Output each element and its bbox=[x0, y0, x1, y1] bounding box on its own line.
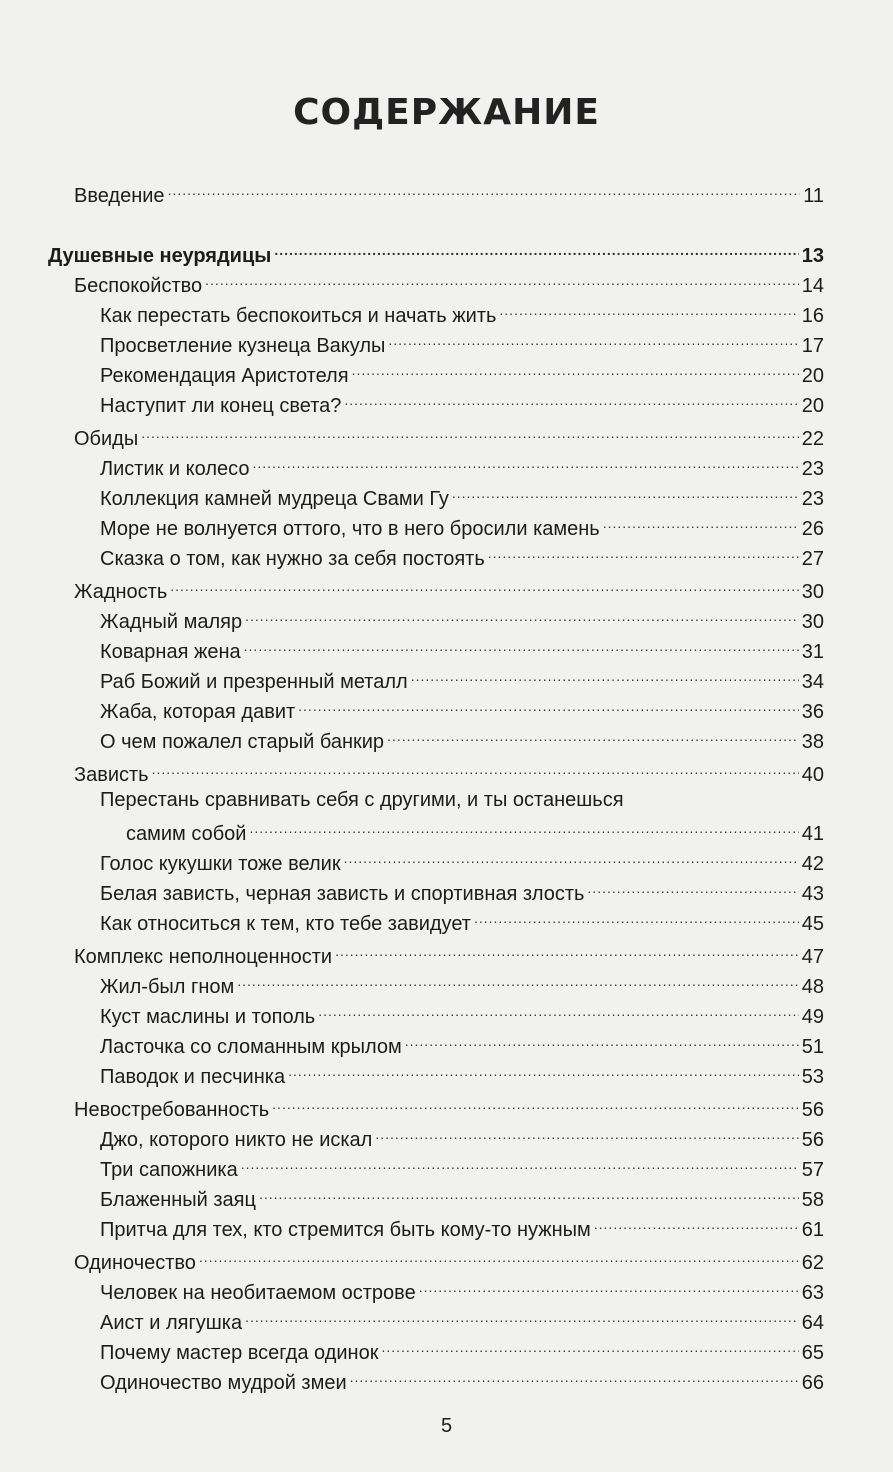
dot-leader bbox=[152, 755, 799, 781]
toc-entry bbox=[48, 1180, 824, 1213]
dot-leader bbox=[272, 1090, 799, 1116]
toc-entry-page: 16 bbox=[801, 305, 824, 327]
toc-entry bbox=[48, 449, 824, 482]
dot-leader bbox=[318, 997, 799, 1023]
toc-entry-title: Рекомендация Аристотеля bbox=[100, 365, 349, 387]
dot-leader bbox=[245, 602, 799, 628]
toc-entry bbox=[48, 266, 824, 299]
toc-entry-title-line1: Перестань сравнивать себя с другими, и ты останешься bbox=[100, 789, 624, 811]
toc-entry-title: Море не волнуется оттого, что в него бросили камень bbox=[100, 518, 600, 540]
toc-entry-page: 30 bbox=[801, 611, 824, 633]
toc-entry-title: самим собой bbox=[126, 823, 247, 845]
dot-leader bbox=[474, 904, 799, 930]
toc-entry bbox=[48, 236, 824, 269]
toc-entry-page: 13 bbox=[801, 245, 824, 267]
toc-entry bbox=[48, 1150, 824, 1183]
dot-leader bbox=[350, 1363, 799, 1389]
toc-entry bbox=[48, 1027, 824, 1060]
toc-entry-page: 27 bbox=[801, 548, 824, 570]
toc-entry-page: 53 bbox=[801, 1066, 824, 1088]
toc-entry-page: 23 bbox=[801, 458, 824, 480]
dot-leader bbox=[594, 1210, 799, 1236]
toc-entry-page: 57 bbox=[801, 1159, 824, 1181]
toc-entry-page: 30 bbox=[801, 581, 824, 603]
dot-leader bbox=[375, 1120, 798, 1146]
dot-leader bbox=[168, 176, 801, 202]
toc-entry-page: 14 bbox=[801, 275, 824, 297]
toc-entry-page: 36 bbox=[801, 701, 824, 723]
toc-entry-title: О чем пожалел старый банкир bbox=[100, 731, 385, 753]
toc-entry-page: 38 bbox=[801, 731, 824, 753]
dot-leader bbox=[419, 1273, 799, 1299]
page-number: 5 bbox=[440, 1415, 453, 1437]
toc-entry-title: Аист и лягушка bbox=[100, 1312, 243, 1334]
toc-entry bbox=[48, 874, 824, 907]
toc-entry-title: Обиды bbox=[74, 428, 139, 450]
toc-entry bbox=[48, 692, 824, 725]
toc-entry-page: 65 bbox=[801, 1342, 824, 1364]
toc-entry bbox=[48, 1090, 824, 1123]
dot-leader bbox=[405, 1027, 799, 1053]
toc-entry-title: Жил-был гном bbox=[100, 976, 235, 998]
toc-entry bbox=[48, 296, 824, 329]
toc-entry-page: 58 bbox=[801, 1189, 824, 1211]
toc-entry-page: 41 bbox=[801, 823, 824, 845]
toc-entry bbox=[48, 967, 824, 1000]
toc-entry-page: 51 bbox=[801, 1036, 824, 1058]
toc-entry bbox=[48, 602, 824, 635]
toc-entry-title: Зависть bbox=[74, 764, 149, 786]
toc-entry bbox=[48, 176, 824, 209]
toc-entry bbox=[48, 1210, 824, 1243]
toc-entry-title: Раб Божий и презренный металл bbox=[100, 671, 408, 693]
toc-entry-page: 49 bbox=[801, 1006, 824, 1028]
dot-leader bbox=[381, 1333, 798, 1359]
toc-entry-page: 20 bbox=[801, 395, 824, 417]
dot-leader bbox=[199, 1243, 799, 1269]
toc-entry-page: 40 bbox=[801, 764, 824, 786]
toc-entry bbox=[48, 539, 824, 572]
toc-entry bbox=[48, 1243, 824, 1276]
toc-entry-page: 66 bbox=[801, 1372, 824, 1394]
dot-leader bbox=[241, 1150, 799, 1176]
dot-leader bbox=[603, 509, 799, 535]
dot-leader bbox=[237, 967, 799, 993]
toc-entry-title: Джо, которого никто не искал bbox=[100, 1129, 373, 1151]
toc-entry-page: 45 bbox=[801, 913, 824, 935]
toc-entry bbox=[48, 632, 824, 665]
toc-entry-title: Жаба, которая давит bbox=[100, 701, 296, 723]
toc-entry-title: Комплекс неполноценности bbox=[74, 946, 333, 968]
toc-entry-title: Почему мастер всегда одинок bbox=[100, 1342, 379, 1364]
toc-entry-title: Просветление кузнеца Вакулы bbox=[100, 335, 386, 357]
dot-leader bbox=[259, 1180, 799, 1206]
toc-entry-title: Человек на необитаемом острове bbox=[100, 1282, 416, 1304]
toc-entry bbox=[48, 662, 824, 695]
toc-entry-title: Жадность bbox=[74, 581, 168, 603]
toc-entry-title: Как относиться к тем, кто тебе завидует bbox=[100, 913, 471, 935]
dot-leader bbox=[252, 449, 798, 475]
toc-entry-page: 47 bbox=[801, 946, 824, 968]
toc-entry-page: 56 bbox=[801, 1099, 824, 1121]
toc-entry-page: 31 bbox=[801, 641, 824, 663]
page-title: СОДЕРЖАНИЕ bbox=[293, 92, 600, 133]
toc-entry bbox=[48, 722, 824, 755]
dot-leader bbox=[205, 266, 799, 292]
toc-entry-page: 42 bbox=[801, 853, 824, 875]
dot-leader bbox=[170, 572, 799, 598]
dot-leader bbox=[335, 937, 799, 963]
toc-entry bbox=[48, 1057, 824, 1090]
toc-entry bbox=[48, 1303, 824, 1336]
toc-entry bbox=[48, 572, 824, 605]
toc-entry-title: Куст маслины и тополь bbox=[100, 1006, 316, 1028]
toc-entry bbox=[48, 1273, 824, 1306]
dot-leader bbox=[488, 539, 799, 565]
dot-leader bbox=[274, 236, 798, 262]
toc-entry-page: 48 bbox=[801, 976, 824, 998]
dot-leader bbox=[344, 844, 799, 870]
dot-leader bbox=[388, 326, 798, 352]
toc-entry-title: Паводок и песчинка bbox=[100, 1066, 286, 1088]
toc-entry-page: 62 bbox=[801, 1252, 824, 1274]
toc-entry-title: Листик и колесо bbox=[100, 458, 250, 480]
toc-entry-page: 43 bbox=[801, 883, 824, 905]
toc-entry-title: Одиночество мудрой змеи bbox=[100, 1372, 347, 1394]
toc-entry bbox=[48, 904, 824, 937]
toc-entry-page: 11 bbox=[803, 185, 824, 207]
toc-entry-page: 17 bbox=[801, 335, 824, 357]
dot-leader bbox=[244, 632, 799, 658]
toc-entry bbox=[48, 386, 824, 419]
toc-entry-title: Коварная жена bbox=[100, 641, 241, 663]
toc-entry-title: Как перестать беспокоиться и начать жить bbox=[100, 305, 497, 327]
toc-entry bbox=[48, 356, 824, 389]
toc-entry bbox=[48, 479, 824, 512]
dot-leader bbox=[249, 814, 798, 840]
toc-entry-title: Белая зависть, черная зависть и спортивная злость bbox=[100, 883, 585, 905]
toc-entry bbox=[48, 789, 824, 847]
toc-entry-title: Беспокойство bbox=[74, 275, 203, 297]
toc-entry-page: 56 bbox=[801, 1129, 824, 1151]
dot-leader bbox=[411, 662, 799, 688]
toc-entry-title: Душевные неурядицы bbox=[48, 245, 272, 267]
dot-leader bbox=[245, 1303, 799, 1329]
toc-entry bbox=[48, 937, 824, 970]
toc-entry-page: 20 bbox=[801, 365, 824, 387]
toc-entry bbox=[48, 326, 824, 359]
toc-entry-title: Ласточка со сломанным крылом bbox=[100, 1036, 402, 1058]
toc-entry-page: 34 bbox=[801, 671, 824, 693]
toc-entry bbox=[48, 419, 824, 452]
dot-leader bbox=[387, 722, 799, 748]
toc-entry-title: Введение bbox=[74, 185, 165, 207]
dot-leader bbox=[499, 296, 798, 322]
toc-entry bbox=[48, 844, 824, 877]
toc-entry bbox=[48, 997, 824, 1030]
toc-entry-title: Сказка о том, как нужно за себя постоять bbox=[100, 548, 485, 570]
toc-entry bbox=[48, 509, 824, 542]
toc-entry-page: 23 bbox=[801, 488, 824, 510]
toc-entry-title: Блаженный заяц bbox=[100, 1189, 256, 1211]
toc-entry-title: Одиночество bbox=[74, 1252, 196, 1274]
toc-entry-page: 26 bbox=[801, 518, 824, 540]
toc-entry-title: Голос кукушки тоже велик bbox=[100, 853, 341, 875]
toc-entry-title: Невостребованность bbox=[74, 1099, 270, 1121]
toc-entry-page: 64 bbox=[801, 1312, 824, 1334]
toc-entry bbox=[48, 1333, 824, 1366]
dot-leader bbox=[344, 386, 798, 412]
dot-leader bbox=[352, 356, 799, 382]
toc-entry bbox=[48, 1120, 824, 1153]
toc-entry-page: 22 bbox=[801, 428, 824, 450]
dot-leader bbox=[288, 1057, 799, 1083]
toc-entry-title: Наступит ли конец света? bbox=[100, 395, 342, 417]
toc-entry-page: 63 bbox=[801, 1282, 824, 1304]
toc-entry-title: Жадный маляр bbox=[100, 611, 243, 633]
toc-entry-title: Притча для тех, кто стремится быть кому-то нужным bbox=[100, 1219, 591, 1241]
toc-entry bbox=[48, 755, 824, 788]
dot-leader bbox=[452, 479, 799, 505]
dot-leader bbox=[298, 692, 799, 718]
toc-entry-title: Три сапожника bbox=[100, 1159, 238, 1181]
toc-entry-page: 61 bbox=[801, 1219, 824, 1241]
toc-entry bbox=[48, 1363, 824, 1396]
dot-leader bbox=[141, 419, 799, 445]
dot-leader bbox=[587, 874, 798, 900]
toc-entry-title: Коллекция камней мудреца Свами Гу bbox=[100, 488, 449, 510]
